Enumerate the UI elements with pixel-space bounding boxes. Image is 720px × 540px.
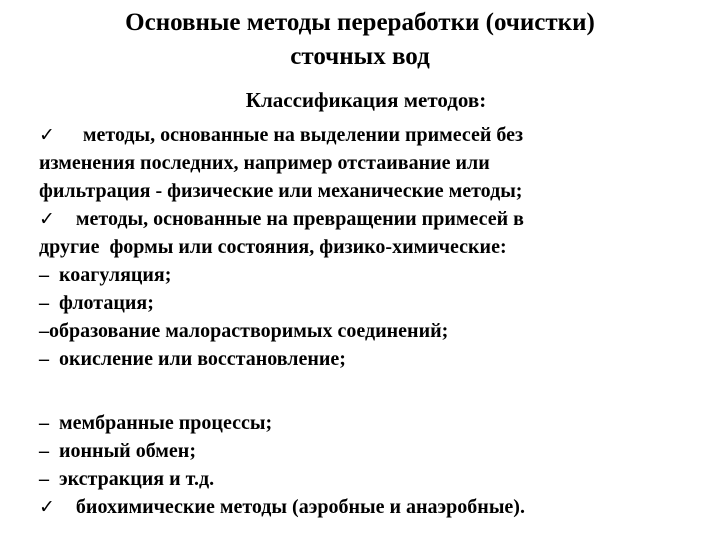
list-item-text: методы, основанные на выделении примесей без xyxy=(82,124,524,146)
list-item xyxy=(39,438,196,464)
page-title xyxy=(0,6,720,74)
list-item-text: изменения последних, например отстаивание или xyxy=(39,152,490,174)
subtitle xyxy=(0,88,720,113)
list-item xyxy=(39,290,154,316)
checkmark-icon: ✓ xyxy=(39,496,55,518)
title-line-2: сточных вод xyxy=(290,43,430,70)
list-item xyxy=(39,206,524,232)
list-item xyxy=(39,262,171,288)
list-item xyxy=(39,494,525,520)
checkmark-icon: ✓ xyxy=(39,124,55,146)
list-item-text: – мембранные процессы; xyxy=(39,412,273,434)
list-item xyxy=(39,466,214,492)
list-item-text: биохимические методы (аэробные и анаэробные). xyxy=(75,496,525,518)
list-item-text: методы, основанные на превращении примесей в xyxy=(75,208,524,230)
subtitle-text: Классификация методов: xyxy=(245,88,487,112)
list-item xyxy=(39,150,490,176)
list-item-text: – ионный обмен; xyxy=(39,440,196,462)
checkmark-icon: ✓ xyxy=(39,208,55,230)
list-item xyxy=(39,410,272,436)
list-item xyxy=(39,318,448,344)
list-item-text: фильтрация - физические или механические методы; xyxy=(39,180,523,202)
list-item-text: – коагуляция; xyxy=(39,264,172,286)
list-item-text: – окисление или восстановление; xyxy=(39,348,346,370)
list-item xyxy=(39,178,522,204)
list-item xyxy=(39,346,346,372)
list-item-text: –образование малорастворимых соединений; xyxy=(39,320,449,342)
list-item-text: – флотация; xyxy=(39,292,154,314)
list-item xyxy=(39,122,523,148)
title-line-1: Основные методы переработки (очистки) xyxy=(125,9,595,36)
list-item xyxy=(39,234,507,260)
list-item-text: – экстракция и т.д. xyxy=(39,468,215,490)
list-item-text: другие формы или состояния, физико-химические: xyxy=(39,236,507,258)
